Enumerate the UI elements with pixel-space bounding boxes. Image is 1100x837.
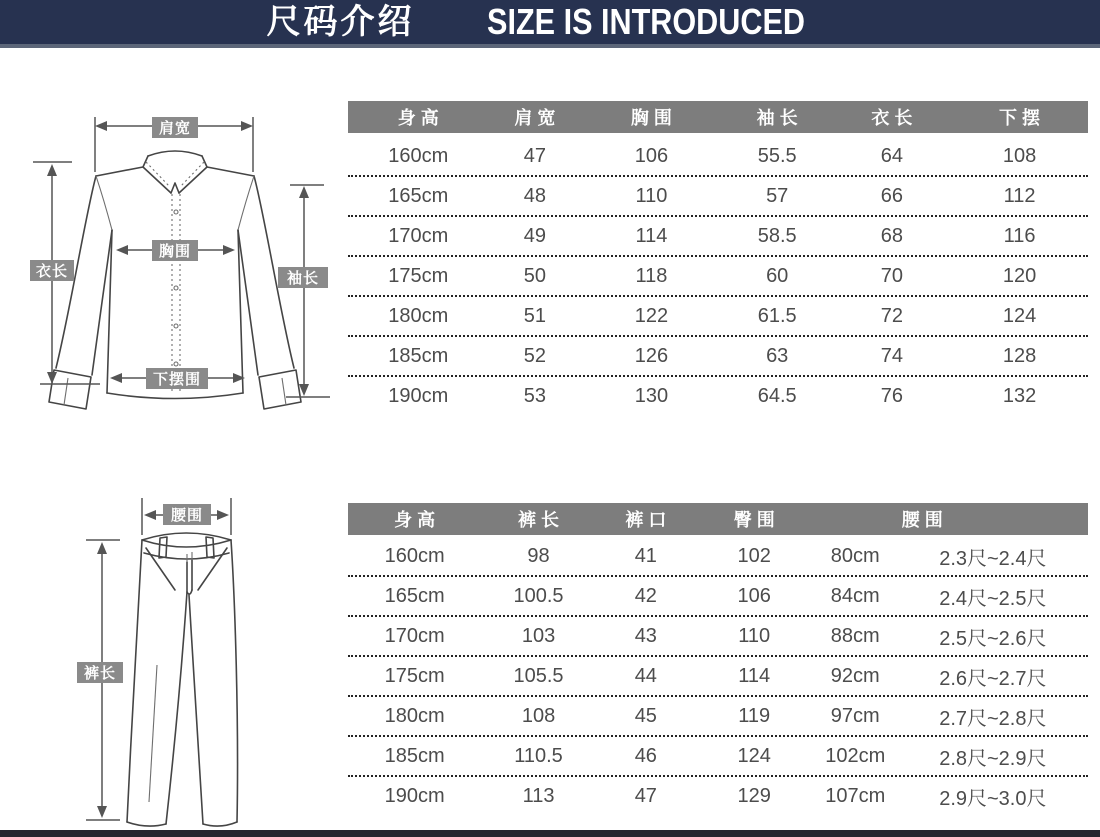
bottom-bar — [0, 830, 1100, 837]
table-cell: 50 — [523, 264, 546, 287]
pants-size-table — [348, 503, 1088, 815]
pants-length-label: 裤长 — [77, 662, 123, 683]
table-cell: 92cm — [830, 664, 880, 687]
table-row — [348, 537, 1088, 577]
table-cell: 132 — [1002, 384, 1037, 407]
column-header: 臀 围 — [733, 510, 775, 530]
table-cell: 114 — [635, 224, 668, 247]
table-cell: 52 — [523, 344, 546, 367]
garment-length-label: 衣长 — [30, 260, 74, 281]
column-header: 下 摆 — [999, 108, 1041, 128]
table-cell: 2.4尺~2.5尺 — [939, 587, 1047, 610]
table-cell: 185cm — [384, 744, 445, 767]
table-cell: 2.7尺~2.8尺 — [939, 707, 1047, 730]
table-row — [348, 297, 1088, 337]
column-header: 胸 围 — [630, 108, 672, 128]
table-cell: 175cm — [388, 264, 449, 287]
table-cell: 42 — [634, 584, 657, 607]
table-cell: 68 — [880, 224, 903, 247]
table-cell: 57 — [766, 184, 789, 207]
table-cell: 102cm — [825, 744, 886, 767]
table-row — [348, 697, 1088, 737]
table-cell: 119 — [738, 704, 771, 727]
table-cell: 128 — [1002, 344, 1037, 367]
column-header: 裤 长 — [518, 510, 560, 530]
table-cell: 103 — [521, 624, 556, 647]
table-cell: 2.9尺~3.0尺 — [939, 787, 1047, 810]
column-header: 袖 长 — [756, 108, 798, 128]
shirt-size-table — [348, 101, 1088, 415]
table-cell: 106 — [634, 144, 669, 167]
table-cell: 70 — [880, 264, 903, 287]
table-cell: 48 — [523, 184, 546, 207]
table-cell: 45 — [634, 704, 657, 727]
table-cell: 63 — [766, 344, 789, 367]
table-cell: 165cm — [384, 584, 445, 607]
table-row — [348, 737, 1088, 777]
table-cell: 110 — [738, 624, 771, 647]
table-cell: 55.5 — [757, 144, 797, 167]
table-cell: 107cm — [825, 784, 886, 807]
table-cell: 175cm — [384, 664, 445, 687]
table-cell: 88cm — [830, 624, 880, 647]
table-cell: 113 — [522, 784, 555, 807]
table-cell: 105.5 — [513, 664, 564, 687]
table-cell: 106 — [737, 584, 771, 607]
table-cell: 180cm — [384, 704, 445, 727]
table-row — [348, 337, 1088, 377]
shirt-table-body — [348, 133, 1088, 415]
table-cell: 51 — [523, 304, 546, 327]
table-cell: 190cm — [388, 384, 449, 407]
shoulder-width-label: 肩宽 — [152, 117, 198, 138]
table-cell: 2.5尺~2.6尺 — [939, 627, 1047, 650]
pants-table-body — [348, 535, 1088, 815]
pants-table-header — [348, 503, 1088, 535]
table-cell: 47 — [523, 144, 546, 167]
table-cell: 124 — [1002, 304, 1037, 327]
table-cell: 98 — [527, 544, 550, 567]
table-cell: 53 — [523, 384, 546, 407]
table-cell: 74 — [880, 344, 903, 367]
table-cell: 60 — [766, 264, 789, 287]
table-cell: 64.5 — [757, 384, 797, 407]
table-row — [348, 617, 1088, 657]
banner — [0, 0, 1100, 48]
table-cell: 116 — [1003, 224, 1036, 247]
table-cell: 43 — [634, 624, 657, 647]
table-cell: 80cm — [830, 544, 880, 567]
table-cell: 185cm — [388, 344, 449, 367]
table-cell: 120 — [1002, 264, 1037, 287]
column-header: 身 高 — [397, 108, 439, 128]
shirt-table-header — [348, 101, 1088, 133]
table-cell: 114 — [738, 664, 771, 687]
sleeve-length-label: 袖长 — [278, 267, 328, 288]
table-cell: 180cm — [388, 304, 449, 327]
table-row — [348, 137, 1088, 177]
waist-width-label: 腰围 — [163, 504, 211, 525]
chest-width-label: 胸围 — [152, 240, 198, 261]
table-cell: 41 — [634, 544, 657, 567]
table-cell: 72 — [880, 304, 903, 327]
table-cell: 66 — [880, 184, 903, 207]
table-cell: 110 — [635, 184, 668, 207]
banner-title-en: SIZE IS INTRODUCED — [487, 1, 806, 42]
banner-title-zh: 尺码介绍 — [266, 3, 415, 41]
table-row — [348, 177, 1088, 217]
table-row — [348, 217, 1088, 257]
column-header: 裤 口 — [625, 510, 667, 530]
table-cell: 129 — [737, 784, 771, 807]
column-header: 肩 宽 — [514, 108, 556, 128]
table-cell: 100.5 — [513, 584, 564, 607]
table-cell: 190cm — [384, 784, 445, 807]
table-cell: 2.6尺~2.7尺 — [939, 667, 1047, 690]
table-cell: 97cm — [830, 704, 880, 727]
table-cell: 170cm — [388, 224, 449, 247]
table-cell: 58.5 — [757, 224, 797, 247]
pants-line-drawing — [60, 480, 340, 837]
table-cell: 2.3尺~2.4尺 — [939, 547, 1047, 570]
table-cell: 124 — [737, 744, 771, 767]
table-row — [348, 257, 1088, 297]
table-cell: 2.8尺~2.9尺 — [939, 747, 1047, 770]
table-cell: 112 — [1003, 184, 1036, 207]
table-cell: 122 — [634, 304, 669, 327]
table-cell: 44 — [634, 664, 657, 687]
column-header: 腰 围 — [901, 510, 943, 530]
table-cell: 130 — [634, 384, 669, 407]
table-cell: 118 — [635, 264, 668, 287]
table-cell: 160cm — [388, 144, 449, 167]
table-cell: 49 — [523, 224, 546, 247]
table-row — [348, 577, 1088, 617]
table-cell: 64 — [880, 144, 903, 167]
table-cell: 47 — [634, 784, 657, 807]
table-row — [348, 777, 1088, 815]
table-row — [348, 377, 1088, 415]
table-cell: 61.5 — [757, 304, 797, 327]
table-cell: 126 — [634, 344, 669, 367]
column-header: 衣 长 — [871, 108, 913, 128]
table-cell: 110.5 — [514, 744, 563, 767]
hem-width-label: 下摆围 — [146, 368, 208, 389]
table-cell: 46 — [634, 744, 657, 767]
column-header: 身 高 — [394, 510, 436, 530]
pants-figure — [60, 480, 340, 837]
table-cell: 76 — [880, 384, 903, 407]
table-cell: 108 — [521, 704, 556, 727]
table-cell: 160cm — [384, 544, 445, 567]
table-cell: 170cm — [384, 624, 445, 647]
table-cell: 165cm — [388, 184, 449, 207]
shirt-figure — [0, 60, 340, 420]
table-row — [348, 657, 1088, 697]
table-cell: 108 — [1002, 144, 1037, 167]
table-cell: 102 — [737, 544, 771, 567]
table-cell: 84cm — [830, 584, 880, 607]
